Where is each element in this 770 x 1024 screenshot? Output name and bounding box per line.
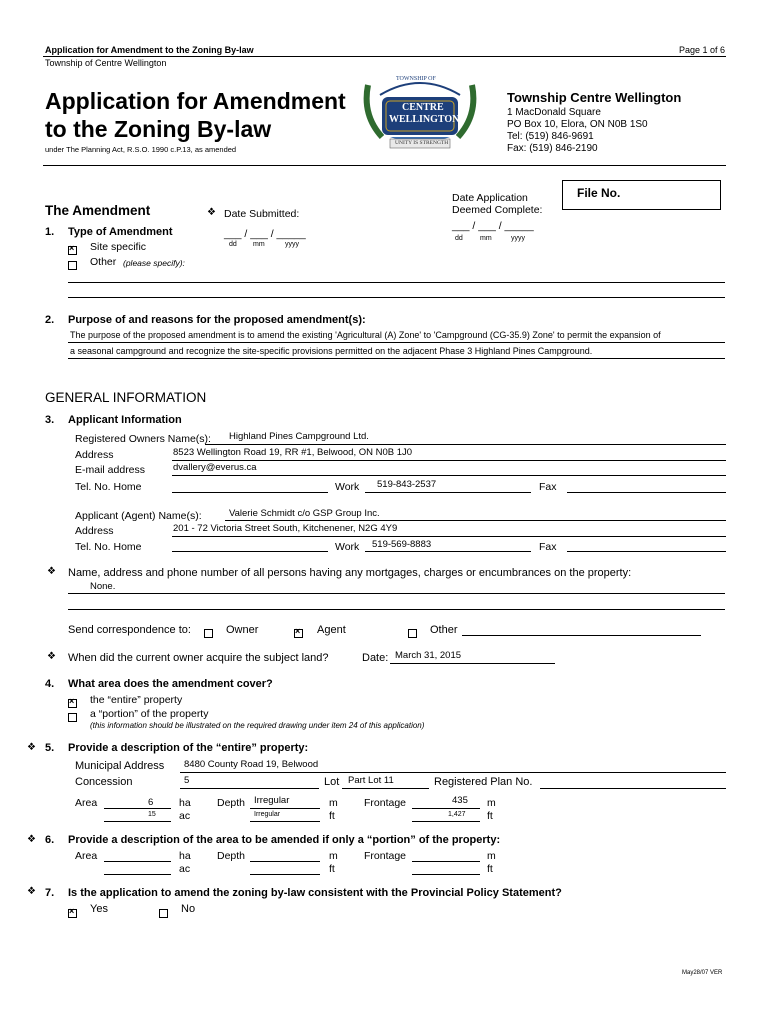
acquire-date-label: Date: bbox=[362, 652, 389, 664]
concession-line bbox=[180, 788, 319, 789]
checkbox-send-agent[interactable] bbox=[294, 625, 303, 643]
purpose-underline-2 bbox=[68, 358, 725, 359]
title-divider bbox=[43, 165, 726, 166]
depth-ft-line bbox=[250, 821, 320, 822]
agent-tel-home-label: Tel. No. Home bbox=[75, 541, 142, 553]
concession-label: Concession bbox=[75, 776, 133, 788]
municipal-address-label: Municipal Address bbox=[75, 760, 165, 772]
date-deemed-field[interactable]: ___ / ___ / _____ bbox=[452, 220, 534, 232]
owner-work-label: Work bbox=[335, 481, 360, 493]
portion-depth-ft-line[interactable] bbox=[250, 874, 320, 875]
purpose-line-1[interactable]: The purpose of the proposed amendment is to amend the existing 'Agricultural (A) Zone' to 'Campground (CG-35.9) Zone' to permit the expansion of bbox=[70, 330, 661, 340]
diamond-bullet-icon: ❖ bbox=[27, 886, 36, 897]
q6-number: 6. bbox=[45, 834, 55, 846]
owner-name-value[interactable]: Highland Pines Campground Ltd. bbox=[229, 431, 369, 442]
agent-tel-home-line[interactable] bbox=[172, 551, 328, 552]
municipal-address-line bbox=[180, 772, 726, 773]
q4-label: What area does the amendment cover? bbox=[68, 678, 273, 690]
depth-ft-unit: ft bbox=[329, 810, 335, 822]
agent-name-value[interactable]: Valerie Schmidt c/o GSP Group Inc. bbox=[229, 508, 380, 519]
option-other-note: (please specify): bbox=[123, 258, 185, 268]
date-deemed-mm: mm bbox=[480, 235, 492, 242]
portion-depth-ft-unit: ft bbox=[329, 863, 335, 875]
depth-ft-value[interactable]: Irregular bbox=[254, 811, 281, 818]
q1-number: 1. bbox=[45, 226, 55, 238]
frontage-ft-line bbox=[412, 821, 480, 822]
mortgage-line-1 bbox=[68, 593, 725, 594]
header-divider bbox=[43, 56, 726, 57]
frontage-label: Frontage bbox=[364, 797, 407, 809]
date-submitted-dd: dd bbox=[229, 241, 237, 248]
q7-no-label: No bbox=[181, 903, 196, 915]
agent-fax-label: Fax bbox=[539, 541, 557, 553]
header-form-title: Application for Amendment to the Zoning By-law bbox=[45, 45, 254, 55]
date-submitted-label: Date Submitted: bbox=[224, 208, 300, 220]
logo-motto: UNITY IS STRENGTH bbox=[395, 140, 449, 146]
date-deemed-yyyy: yyyy bbox=[511, 235, 525, 242]
q5-number: 5. bbox=[45, 742, 55, 754]
area-ac-line bbox=[104, 821, 171, 822]
checkbox-portion-property[interactable] bbox=[68, 709, 77, 727]
page-title-line2: to the Zoning By-law bbox=[45, 116, 272, 142]
acquire-date-value[interactable]: March 31, 2015 bbox=[395, 650, 462, 661]
purpose-line-2[interactable]: a seasonal campground and recognize the site-specific provisions permitted on the adjacent Phase 3 Highland Pines Campground. bbox=[70, 346, 593, 356]
date-deemed-dd: dd bbox=[455, 235, 463, 242]
frontage-m-value[interactable]: 435 bbox=[452, 795, 468, 806]
township-logo bbox=[360, 75, 480, 155]
q2-number: 2. bbox=[45, 314, 55, 326]
email-line bbox=[172, 475, 726, 476]
option-portion-property: a “portion” of the property bbox=[90, 708, 209, 720]
lot-label: Lot bbox=[324, 776, 340, 788]
q3-label: Applicant Information bbox=[68, 414, 182, 426]
agent-work-label: Work bbox=[335, 541, 360, 553]
option-other: Other bbox=[90, 256, 117, 268]
contact-line1: 1 MacDonald Square bbox=[507, 107, 601, 118]
contact-tel: Tel: (519) 846-9691 bbox=[507, 131, 594, 142]
logo-top-text: TOWNSHIP OF bbox=[396, 76, 436, 82]
q6-label: Provide a description of the area to be amended if only a “portion” of the property: bbox=[68, 834, 501, 846]
owner-work-value[interactable]: 519-843-2537 bbox=[377, 479, 437, 490]
send-other-line[interactable] bbox=[462, 635, 701, 636]
portion-frontage-m-line[interactable] bbox=[412, 861, 480, 862]
depth-m-line bbox=[250, 808, 320, 809]
concession-value[interactable]: 5 bbox=[184, 775, 190, 786]
depth-m-value[interactable]: Irregular bbox=[254, 795, 290, 806]
header-org: Township of Centre Wellington bbox=[45, 58, 167, 68]
owner-address-label: Address bbox=[75, 449, 114, 461]
email-value[interactable]: dvallery@everus.ca bbox=[173, 462, 257, 473]
portion-depth-m-unit: m bbox=[329, 850, 338, 862]
area-ac-value[interactable]: 15 bbox=[148, 811, 156, 818]
portion-frontage-label: Frontage bbox=[364, 850, 407, 862]
depth-m-unit: m bbox=[329, 797, 338, 809]
general-heading: GENERAL INFORMATION bbox=[45, 390, 207, 405]
owner-tel-home-line[interactable] bbox=[172, 492, 328, 493]
portion-area-ha-unit: ha bbox=[179, 850, 191, 862]
diamond-bullet-icon: ❖ bbox=[207, 207, 216, 218]
contact-name: Township Centre Wellington bbox=[507, 90, 682, 105]
mortgage-line-2[interactable] bbox=[68, 609, 725, 610]
area-label: Area bbox=[75, 797, 98, 809]
owner-work-line bbox=[365, 492, 531, 493]
checkbox-send-owner[interactable] bbox=[204, 625, 213, 643]
q4-note: (this information should be illustrated on the required drawing under item 24 of this application) bbox=[90, 721, 425, 730]
agent-name-line bbox=[225, 520, 726, 521]
send-agent-label: Agent bbox=[317, 624, 346, 636]
agent-address-line bbox=[172, 536, 726, 537]
portion-frontage-ft-unit: ft bbox=[487, 863, 493, 875]
email-label: E-mail address bbox=[75, 464, 146, 476]
acquire-label: When did the current owner acquire the subject land? bbox=[68, 652, 329, 664]
mortgage-label: Name, address and phone number of all persons having any mortgages, charges or encumbrances on the property: bbox=[68, 567, 632, 579]
area-ha-line bbox=[104, 808, 171, 809]
agent-work-line bbox=[365, 551, 531, 552]
frontage-m-line bbox=[412, 808, 480, 809]
owner-fax-line[interactable] bbox=[567, 492, 726, 493]
agent-fax-line[interactable] bbox=[567, 551, 726, 552]
owner-name-label: Registered Owners Name(s): bbox=[75, 433, 211, 445]
depth-label: Depth bbox=[217, 797, 246, 809]
municipal-address-value[interactable]: 8480 County Road 19, Belwood bbox=[184, 759, 319, 770]
checkbox-q7-no[interactable] bbox=[159, 905, 168, 923]
agent-address-value[interactable]: 201 - 72 Victoria Street South, Kitchenener, N2G 4Y9 bbox=[173, 523, 398, 534]
other-line-2[interactable] bbox=[68, 297, 725, 298]
page-title-line1: Application for Amendment bbox=[45, 88, 346, 114]
date-deemed-label-2: Deemed Complete: bbox=[452, 204, 543, 216]
date-submitted-yyyy: yyyy bbox=[285, 241, 299, 248]
lot-line bbox=[342, 788, 429, 789]
diamond-bullet-icon: ❖ bbox=[27, 742, 36, 753]
q1-label: Type of Amendment bbox=[68, 226, 173, 238]
q7-label: Is the application to amend the zoning by-law consistent with the Provincial Policy Statement? bbox=[68, 887, 562, 899]
diamond-bullet-icon: ❖ bbox=[47, 651, 56, 662]
portion-area-ha-line[interactable] bbox=[104, 861, 171, 862]
amendment-heading: The Amendment bbox=[45, 203, 151, 218]
contact-line2: PO Box 10, Elora, ON N0B 1S0 bbox=[507, 119, 648, 130]
frontage-m-unit: m bbox=[487, 797, 496, 809]
title-subtitle: under The Planning Act, R.S.O. 1990 c.P.13, as amended bbox=[45, 145, 237, 154]
acquire-date-line bbox=[390, 663, 555, 664]
date-deemed-label-1: Date Application bbox=[452, 192, 528, 204]
area-ha-value[interactable]: 6 bbox=[148, 797, 154, 808]
send-other-label: Other bbox=[430, 624, 458, 636]
frontage-ft-value[interactable]: 1,427 bbox=[448, 811, 466, 818]
portion-area-ac-line[interactable] bbox=[104, 874, 171, 875]
frontage-ft-unit: ft bbox=[487, 810, 493, 822]
file-no-label: File No. bbox=[577, 186, 621, 200]
q7-number: 7. bbox=[45, 887, 55, 899]
file-no-box[interactable] bbox=[562, 180, 721, 210]
option-site-specific: Site specific bbox=[90, 241, 147, 253]
mortgage-value[interactable]: None. bbox=[90, 581, 116, 592]
portion-depth-m-line[interactable] bbox=[250, 861, 320, 862]
checkbox-send-other[interactable] bbox=[408, 625, 417, 643]
area-ha-unit: ha bbox=[179, 797, 191, 809]
q4-number: 4. bbox=[45, 678, 55, 690]
q5-label: Provide a description of the “entire” property: bbox=[68, 742, 309, 754]
logo-name1: CENTRE bbox=[402, 102, 444, 113]
date-submitted-field[interactable]: ___ / ___ / _____ bbox=[224, 228, 306, 240]
registered-plan-label: Registered Plan No. bbox=[434, 776, 533, 788]
send-correspondence-label: Send correspondence to: bbox=[68, 624, 191, 636]
option-entire-property: the “entire” property bbox=[90, 694, 183, 706]
owner-address-value[interactable]: 8523 Wellington Road 19, RR #1, Belwood, ON N0B 1J0 bbox=[173, 447, 413, 458]
area-ac-unit: ac bbox=[179, 810, 191, 822]
registered-plan-line[interactable] bbox=[540, 788, 726, 789]
owner-tel-home-label: Tel. No. Home bbox=[75, 481, 142, 493]
send-owner-label: Owner bbox=[226, 624, 259, 636]
logo-name2: WELLINGTON bbox=[389, 114, 460, 125]
agent-name-label: Applicant (Agent) Name(s): bbox=[75, 510, 202, 522]
page-number: Page 1 of 6 bbox=[679, 45, 726, 55]
diamond-bullet-icon: ❖ bbox=[47, 566, 56, 577]
contact-fax: Fax: (519) 846-2190 bbox=[507, 143, 598, 154]
checkbox-q7-yes[interactable] bbox=[68, 905, 77, 923]
owner-address-line bbox=[172, 460, 726, 461]
date-submitted-mm: mm bbox=[253, 241, 265, 248]
footer-version: May28/07 VER bbox=[682, 970, 723, 976]
purpose-underline-1 bbox=[68, 342, 725, 343]
q2-label: Purpose of and reasons for the proposed amendment(s): bbox=[68, 314, 366, 326]
q7-yes-label: Yes bbox=[90, 903, 108, 915]
q3-number: 3. bbox=[45, 414, 55, 426]
other-line-1[interactable] bbox=[68, 282, 725, 283]
agent-address-label: Address bbox=[75, 525, 114, 537]
checkbox-other-type[interactable] bbox=[68, 257, 77, 275]
owner-fax-label: Fax bbox=[539, 481, 557, 493]
portion-depth-label: Depth bbox=[217, 850, 246, 862]
portion-area-label: Area bbox=[75, 850, 98, 862]
lot-value[interactable]: Part Lot 11 bbox=[348, 775, 394, 786]
portion-area-ac-unit: ac bbox=[179, 863, 191, 875]
portion-frontage-m-unit: m bbox=[487, 850, 496, 862]
portion-frontage-ft-line[interactable] bbox=[412, 874, 480, 875]
agent-work-value[interactable]: 519-569-8883 bbox=[372, 539, 432, 550]
diamond-bullet-icon: ❖ bbox=[27, 834, 36, 845]
owner-name-line bbox=[205, 444, 726, 445]
